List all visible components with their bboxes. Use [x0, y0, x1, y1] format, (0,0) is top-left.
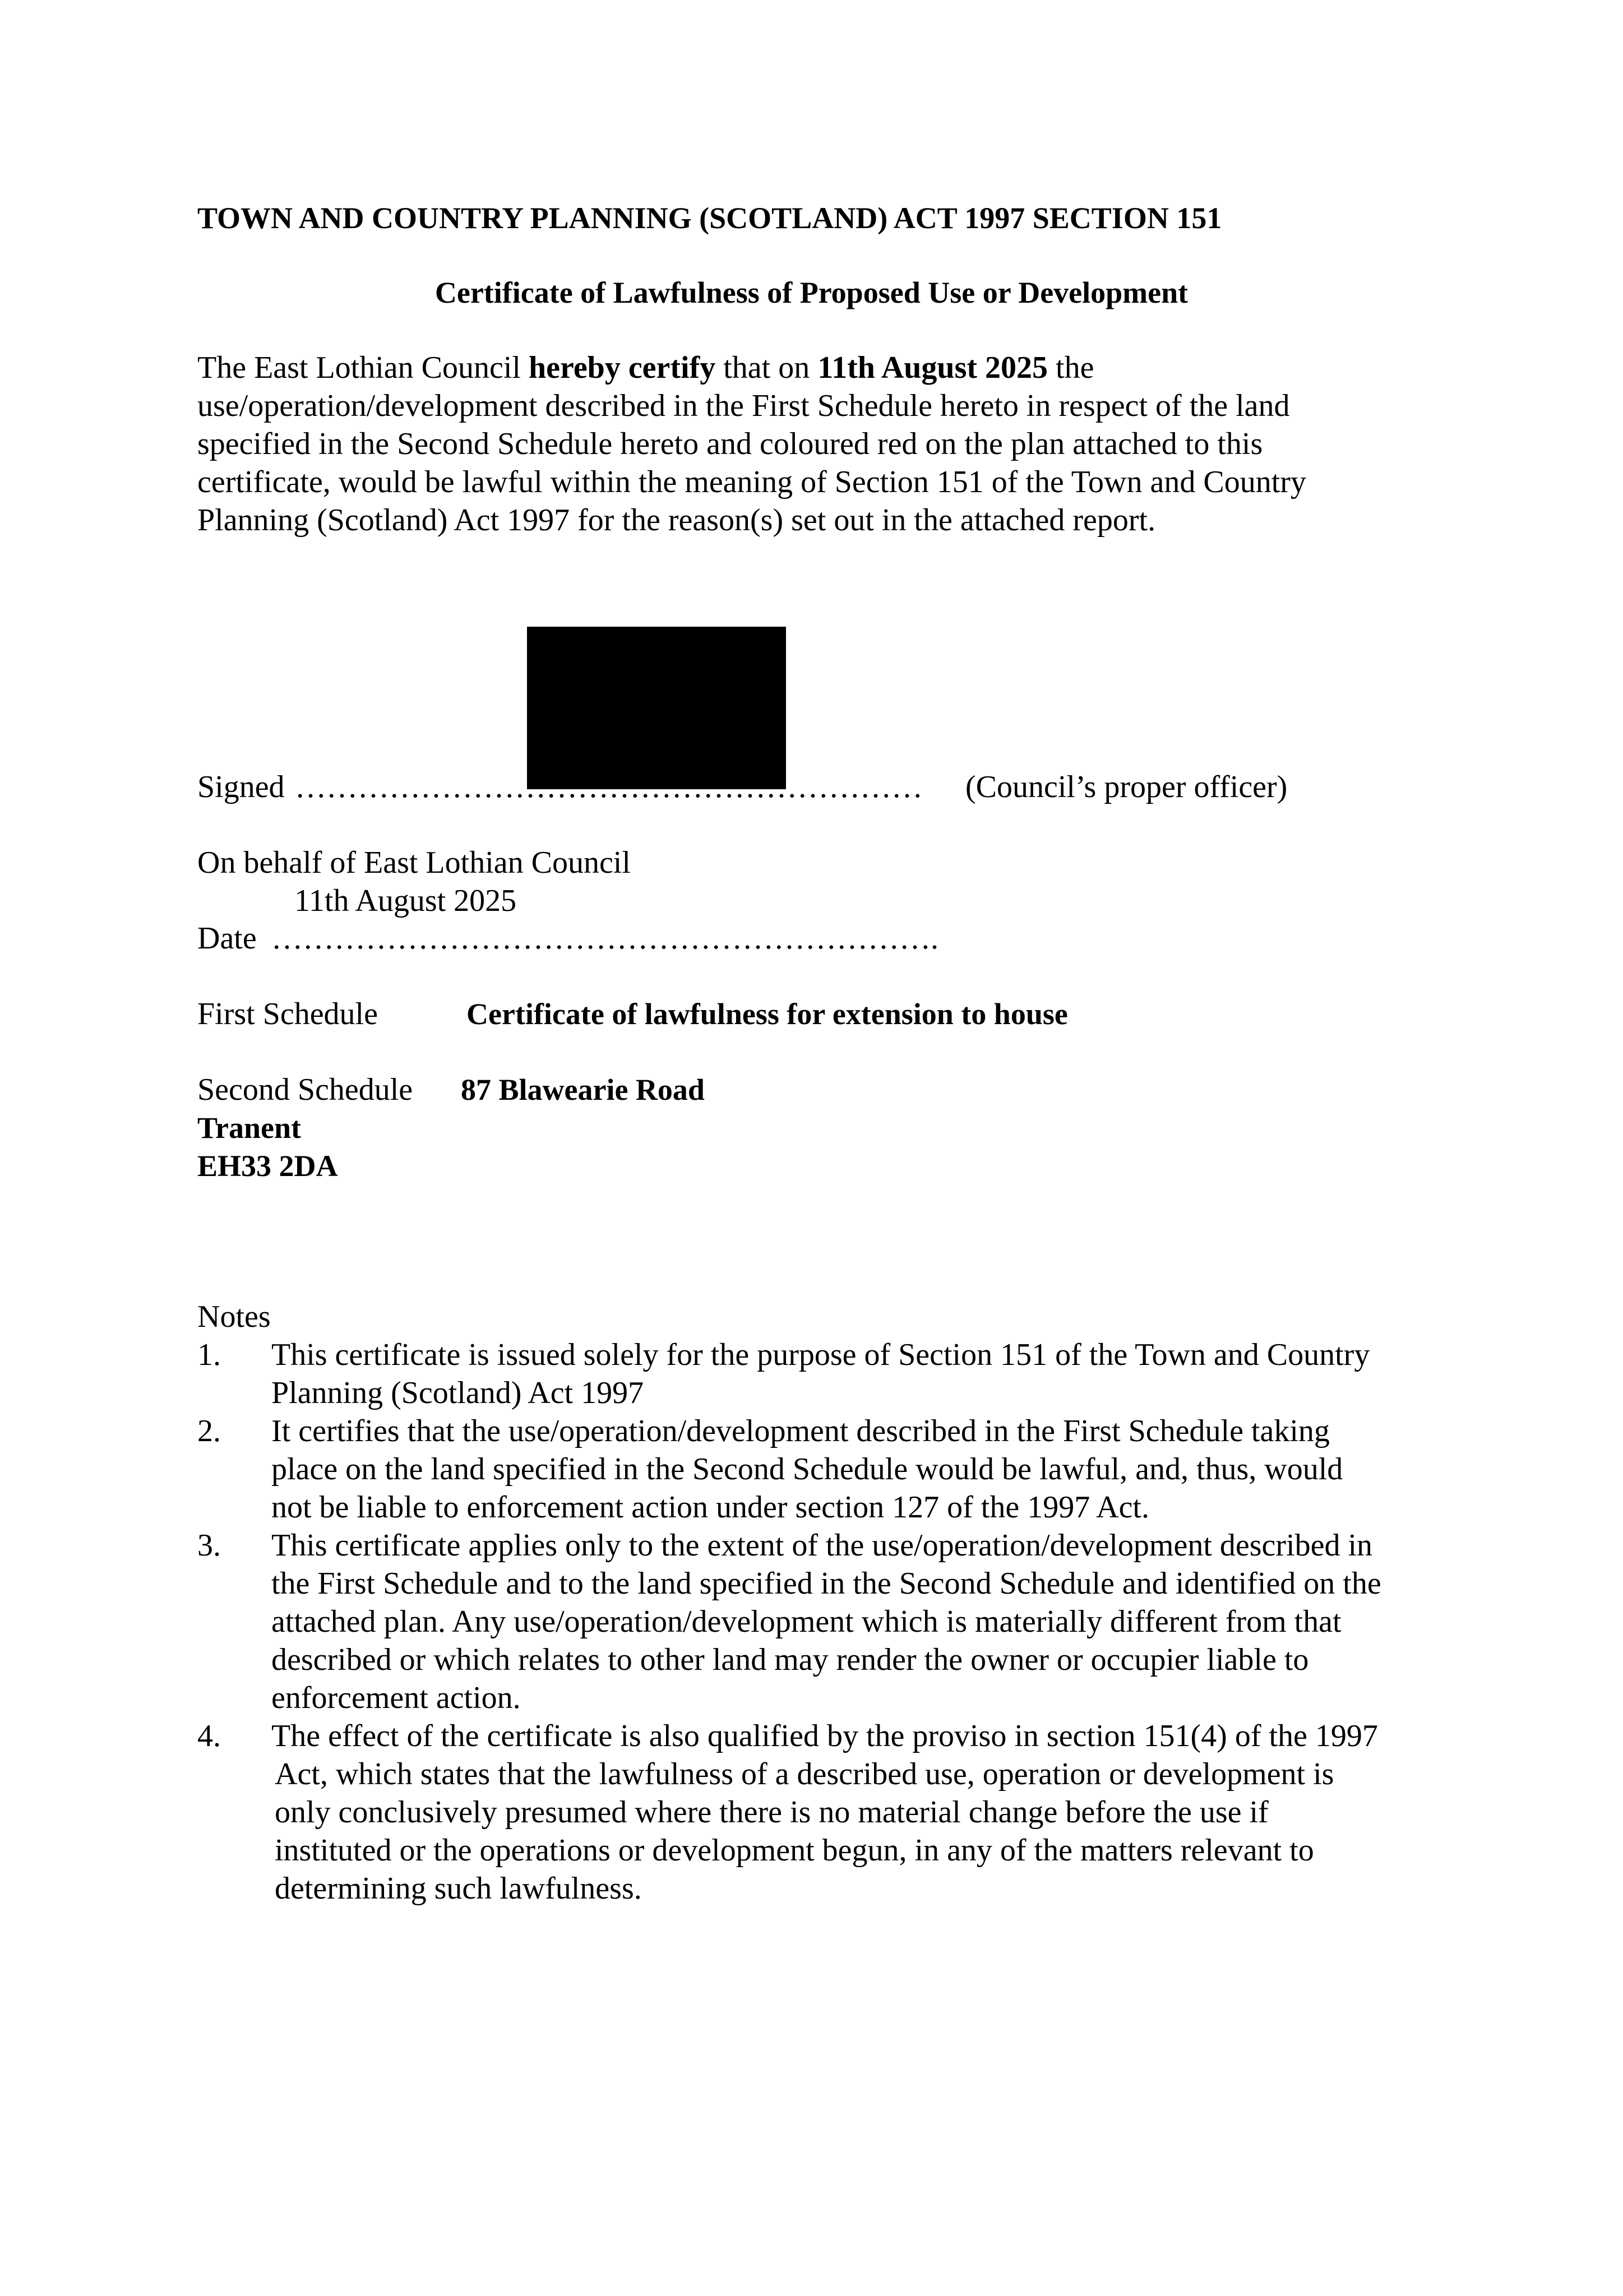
note-line: not be liable to enforcement action under section 127 of the 1997 Act.: [271, 1490, 1149, 1525]
intro-suffix: the: [1048, 350, 1094, 385]
second-schedule-label: Second Schedule: [197, 1072, 413, 1107]
note-line: This certificate applies only to the extent of the use/operation/development described in: [271, 1528, 1373, 1563]
first-schedule-label: First Schedule: [197, 997, 378, 1031]
signature-date-value: 11th August 2025: [294, 883, 517, 918]
certificate-subtitle: Certificate of Lawfulness of Proposed Use or Development: [434, 276, 1189, 309]
note-number: 2.: [197, 1414, 221, 1448]
note-line: described or which relates to other land may render the owner or occupier liable to: [271, 1642, 1309, 1677]
note-line: This certificate is issued solely for the purpose of Section 151 of the Town and Country: [271, 1337, 1370, 1372]
note-line: Planning (Scotland) Act 1997: [271, 1376, 644, 1410]
note-line: attached plan. Any use/operation/development which is materially different from that: [271, 1604, 1342, 1639]
intro-prefix: The East Lothian Council: [197, 350, 529, 385]
note-number: 4.: [197, 1719, 221, 1753]
signature-redaction: [527, 627, 786, 789]
intro-paragraph: [197, 349, 1487, 539]
note-line: only conclusively presumed where there is no material change before the use if: [275, 1795, 1269, 1830]
date-label: Date: [197, 921, 257, 956]
intro-mid: that on: [715, 350, 818, 385]
note-number: 3.: [197, 1528, 221, 1563]
note-line: the First Schedule and to the land specified in the Second Schedule and identified on the: [271, 1566, 1381, 1601]
note-line: The effect of the certificate is also qualified by the proviso in section 151(4) of the 1997: [271, 1719, 1378, 1753]
note-line: place on the land specified in the Second Schedule would be lawful, and, thus, would: [271, 1452, 1343, 1487]
address-town: Tranent: [197, 1111, 301, 1145]
note-line: It certifies that the use/operation/development described in the First Schedule taking: [271, 1414, 1330, 1448]
date-dotted-line: ……………………………………………………….: [271, 921, 938, 956]
note-line: instituted or the operations or development begun, in any of the matters relevant to: [275, 1833, 1314, 1868]
on-behalf-text: On behalf of East Lothian Council: [197, 845, 631, 880]
intro-line: use/operation/development described in the First Schedule hereto in respect of the land: [197, 388, 1290, 423]
intro-date: 11th August 2025: [817, 350, 1048, 385]
note-line: determining such lawfulness.: [275, 1871, 642, 1906]
proper-officer-note: (Council’s proper officer): [965, 770, 1288, 804]
intro-line: specified in the Second Schedule hereto and coloured red on the plan attached to this: [197, 427, 1263, 461]
note-number: 1.: [197, 1337, 221, 1372]
notes-heading: Notes: [197, 1299, 271, 1334]
intro-first-line: [197, 349, 1487, 387]
intro-certify: hereby certify: [528, 350, 716, 385]
intro-line: certificate, would be lawful within the meaning of Section 151 of the Town and Country: [197, 465, 1306, 499]
note-line: enforcement action.: [271, 1681, 521, 1715]
signed-label: Signed: [197, 770, 285, 804]
intro-line: Planning (Scotland) Act 1997 for the reason(s) set out in the attached report.: [197, 503, 1156, 538]
address-street: 87 Blawearie Road: [461, 1073, 705, 1107]
note-line: Act, which states that the lawfulness of a described use, operation or development is: [275, 1757, 1334, 1792]
document-title: TOWN AND COUNTRY PLANNING (SCOTLAND) ACT 1997 SECTION 151: [197, 201, 1222, 235]
address-postcode: EH33 2DA: [197, 1149, 338, 1183]
signed-dotted-line: ……………………………………………………: [295, 770, 923, 804]
first-schedule-value: Certificate of lawfulness for extension to house: [466, 997, 1068, 1031]
